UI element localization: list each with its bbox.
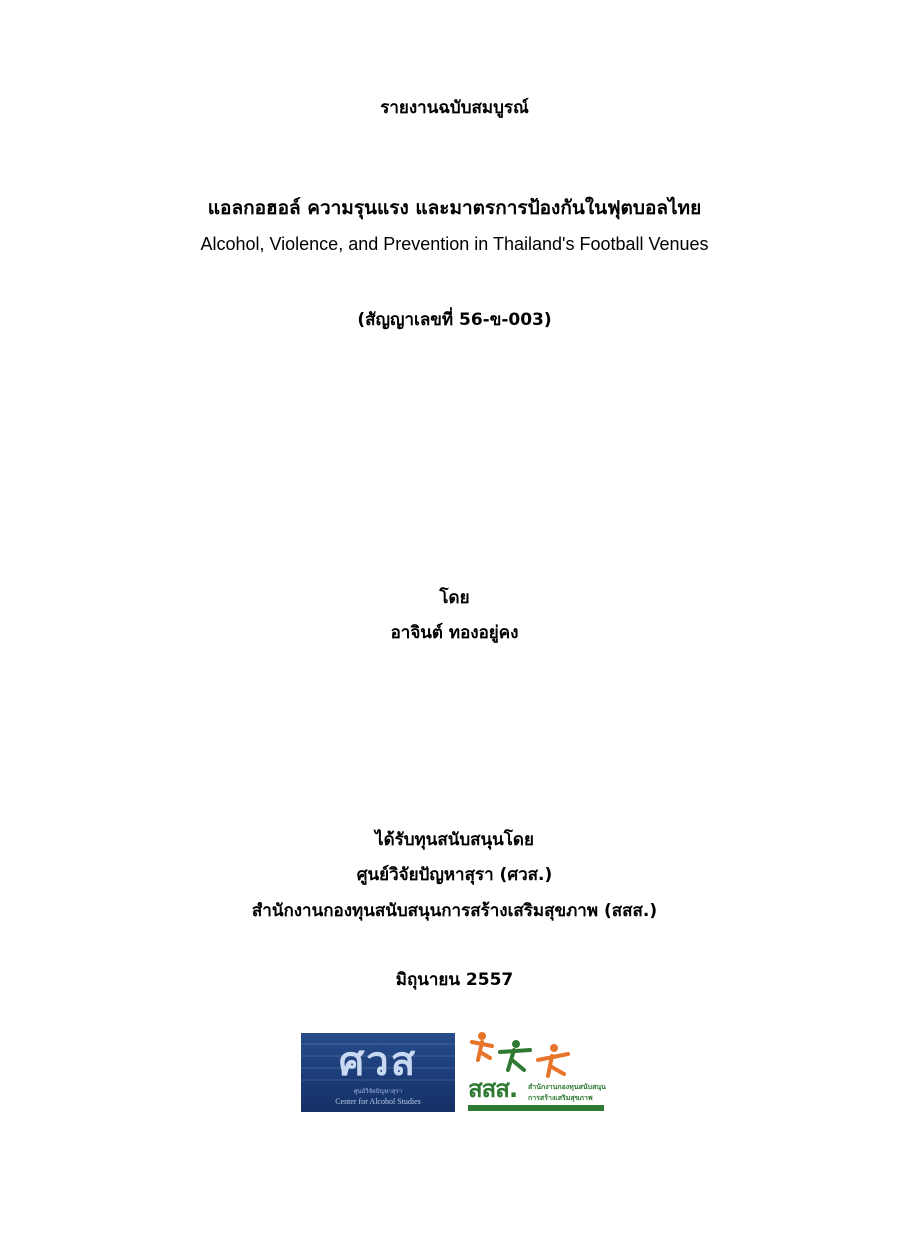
thaihealth-logo-bar: [468, 1105, 604, 1111]
thaihealth-logo-line-1: สำนักงานกองทุนสนับสนุน: [528, 1083, 606, 1091]
author-name: อาจินต์ ทองอยู่คง: [390, 623, 519, 643]
contract-number: (สัญญาเลขที่ 56-ข-003): [357, 310, 552, 330]
funded-by-label: ได้รับทุนสนับสนุนโดย: [375, 830, 534, 850]
cas-logo-mark: ศวส: [338, 1039, 418, 1085]
by-label: โดย: [439, 588, 470, 608]
cas-logo-subtitle-th: ศูนย์วิจัยปัญหาสุรา: [353, 1088, 403, 1095]
title-english: Alcohol, Violence, and Prevention in Thailand's Football Venues: [200, 234, 709, 254]
thaihealth-figures-icon: [468, 1030, 608, 1080]
cas-logo: [301, 1033, 455, 1112]
thaihealth-logo-mark: สสส.: [468, 1075, 518, 1103]
cas-logo-subtitle-en: Center for Alcohol Studies: [335, 1097, 421, 1106]
thaihealth-logo: [468, 1030, 608, 1114]
funder-thaihealth: สำนักงานกองทุนสนับสนุนการสร้างเสริมสุขภาพ (สสส.): [251, 901, 658, 921]
funder-cas: ศูนย์วิจัยปัญหาสุรา (ศวส.): [356, 865, 553, 885]
title-thai: แอลกอฮอล์ ความรุนแรง และมาตรการป้องกันในฟุตบอลไทย: [207, 197, 702, 219]
report-type: รายงานฉบับสมบูรณ์: [380, 98, 529, 118]
publication-date: มิถุนายน 2557: [395, 970, 514, 990]
thaihealth-logo-line-2: การสร้างเสริมสุขภาพ: [528, 1094, 593, 1102]
